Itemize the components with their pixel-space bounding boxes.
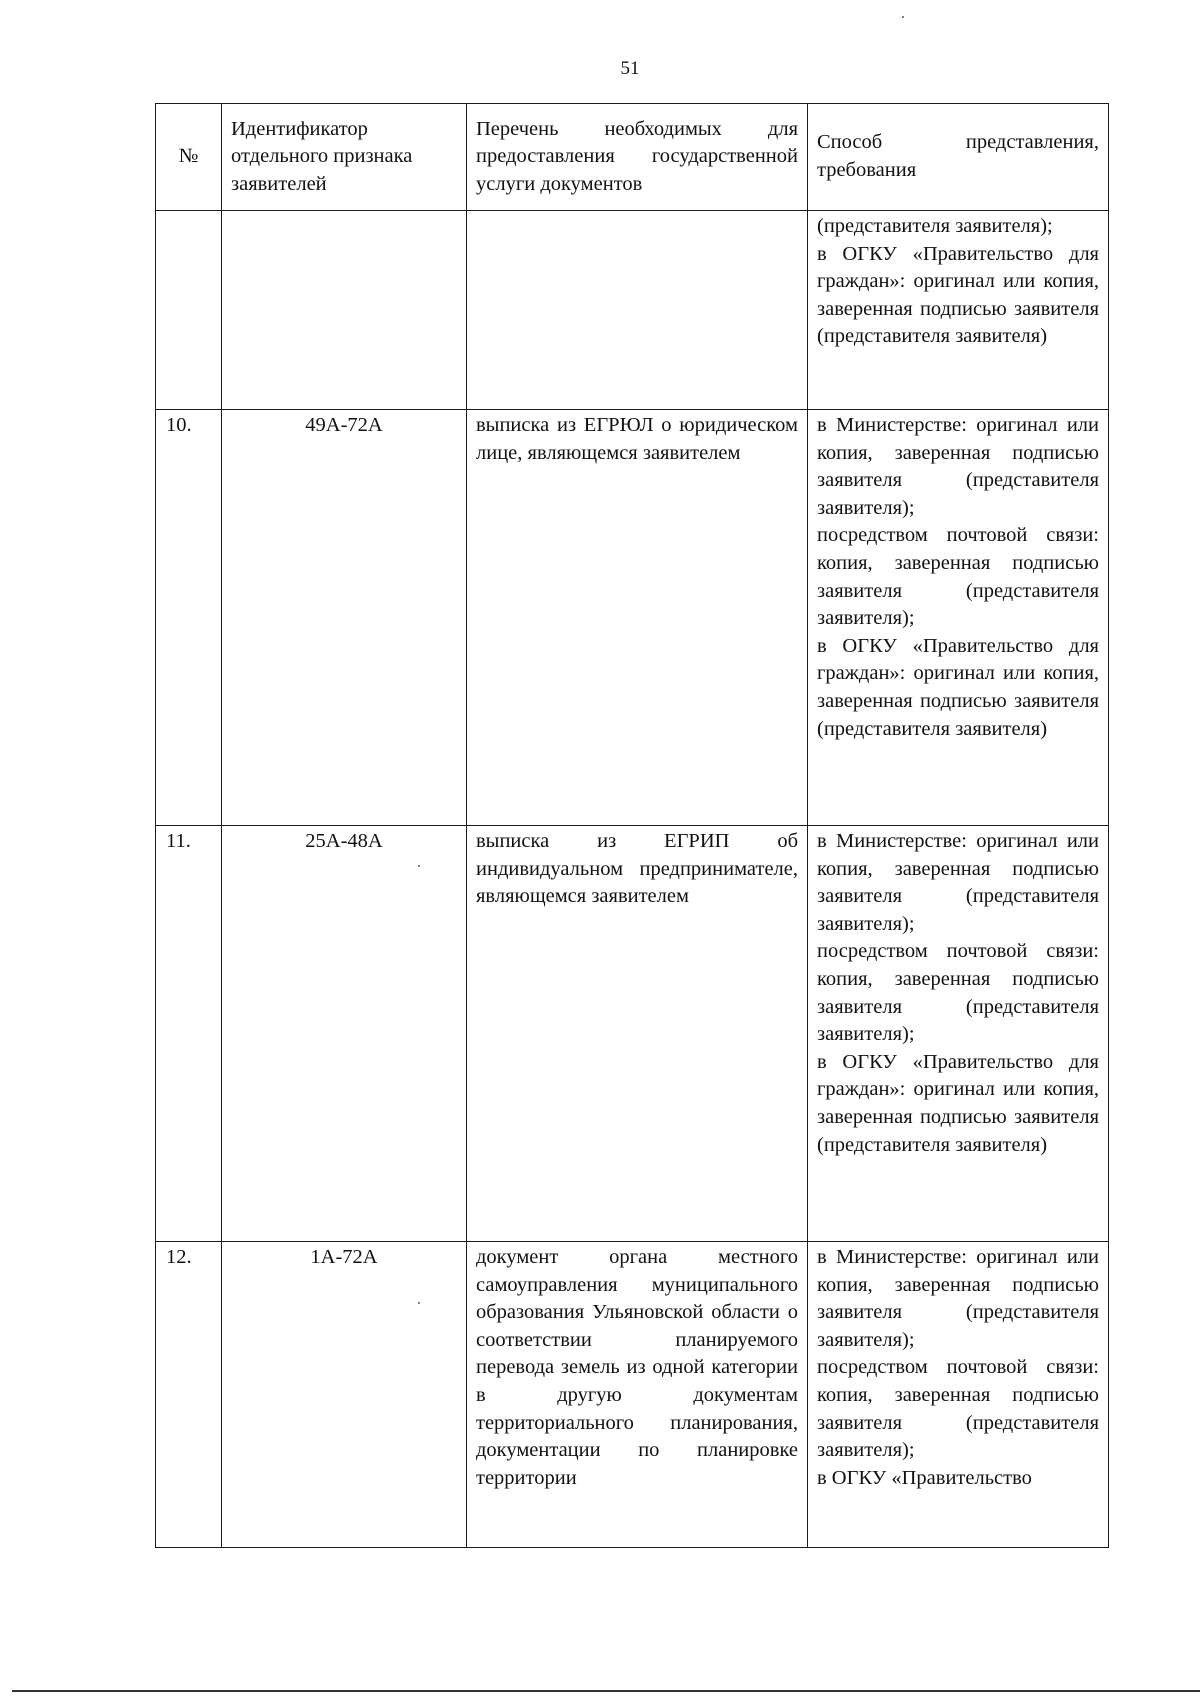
row-document: выписка из ЕГРИП об индивидуальном предпринимателе, являющемся заявителем bbox=[467, 826, 808, 1242]
row-number: 10. bbox=[156, 410, 222, 826]
method-line: (представителя заявителя); bbox=[817, 215, 1053, 237]
method-line: посредством почтовой связи: копия, заверенная подписью заявителя (представителя заявителя); bbox=[817, 1356, 1099, 1462]
page-number: 51 bbox=[620, 58, 640, 79]
table-header-row bbox=[156, 104, 1109, 211]
scan-speck bbox=[418, 1302, 420, 1304]
row-identifier bbox=[222, 211, 467, 410]
method-line: в Министерстве: оригинал или копия, заверенная подписью заявителя (представителя заявителя); bbox=[817, 414, 1099, 519]
method-line: в ОГКУ «Правительство для граждан»: оригинал или копия, заверенная подписью заявителя (представителя заявителя) bbox=[817, 242, 1099, 348]
table-row bbox=[156, 826, 1109, 1242]
row-method bbox=[808, 1242, 1109, 1548]
header-identifier: Идентификатор отдельного признака заявителей bbox=[222, 104, 467, 211]
method-line: в Министерстве: оригинал или копия, заверенная подписью заявителя (представителя заявителя); bbox=[817, 1246, 1099, 1351]
row-document: документ органа местного самоуправления муниципального образования Ульяновской области о соответствии планируемого перевода земель из одной категории в другую документам территориального планирования, документации по планировке территории bbox=[467, 1242, 808, 1548]
header-method: Способ представления, требования bbox=[808, 104, 1109, 211]
method-line: посредством почтовой связи: копия, заверенная подписью заявителя (представителя заявителя); bbox=[817, 524, 1099, 630]
table-row bbox=[156, 1242, 1109, 1548]
documents-table bbox=[155, 103, 1109, 1548]
method-line: в ОГКУ «Правительство для граждан»: оригинал или копия, заверенная подписью заявителя (представителя заявителя) bbox=[817, 634, 1099, 740]
method-line: в ОГКУ «Правительство bbox=[817, 1466, 1032, 1489]
row-document: выписка из ЕГРЮЛ о юридическом лице, являющемся заявителем bbox=[467, 410, 808, 826]
row-method bbox=[808, 211, 1109, 410]
method-line: в Министерстве: оригинал или копия, заверенная подписью заявителя (представителя заявителя); bbox=[817, 830, 1099, 935]
row-number bbox=[156, 211, 222, 410]
table-row bbox=[156, 211, 1109, 410]
row-number: 11. bbox=[156, 826, 222, 1242]
row-identifier: 25А-48А bbox=[222, 826, 467, 1242]
method-line: в ОГКУ «Правительство для граждан»: оригинал или копия, заверенная подписью заявителя (представителя заявителя) bbox=[817, 1050, 1099, 1156]
scan-speck bbox=[418, 865, 420, 867]
header-number: № bbox=[156, 104, 222, 211]
header-documents: Перечень необходимых для предоставления государственной услуги документов bbox=[467, 104, 808, 211]
row-number: 12. bbox=[156, 1242, 222, 1548]
method-line: посредством почтовой связи: копия, заверенная подписью заявителя (представителя заявителя); bbox=[817, 940, 1099, 1046]
row-identifier: 1А-72А bbox=[222, 1242, 467, 1548]
table-row bbox=[156, 410, 1109, 826]
row-method bbox=[808, 410, 1109, 826]
row-document bbox=[467, 211, 808, 410]
row-identifier: 49А-72А bbox=[222, 410, 467, 826]
scan-speck bbox=[902, 16, 904, 18]
bottom-rule bbox=[12, 1690, 1200, 1692]
row-method bbox=[808, 826, 1109, 1242]
